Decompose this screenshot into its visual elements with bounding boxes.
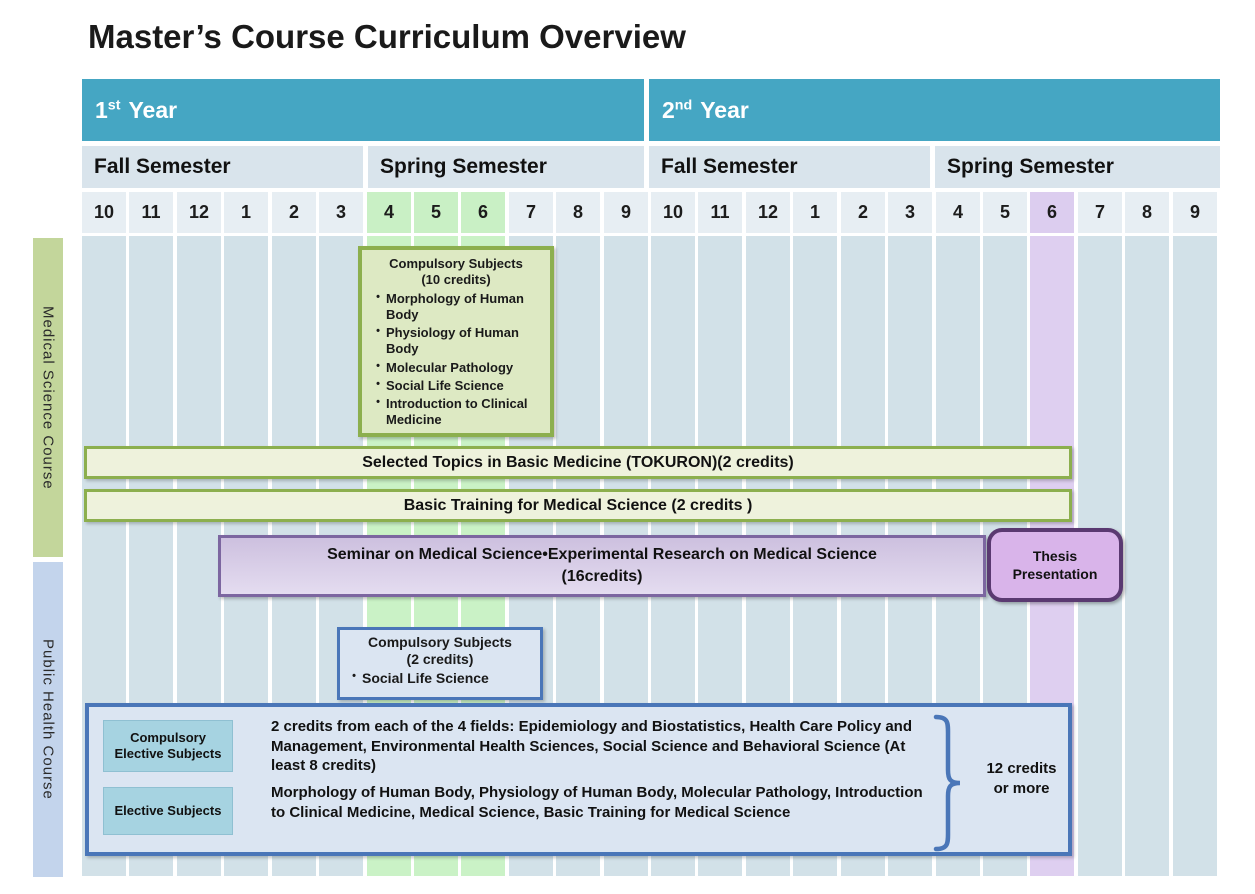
- credits-required-label: 12 credits or more: [986, 760, 1057, 798]
- month-cell: 6: [461, 192, 505, 233]
- thesis-line2: Presentation: [1012, 566, 1098, 582]
- compulsory-elective-subjects-chip: Compulsory Elective Subjects: [103, 720, 233, 772]
- electives-overview-box: [85, 703, 1072, 856]
- bullet-text: Molecular Pathology: [386, 359, 514, 375]
- month-cell: 1: [793, 192, 837, 233]
- semester-band-year1-fall: Fall Semester: [82, 146, 363, 188]
- month-cell: 12: [746, 192, 790, 233]
- month-cell: 11: [129, 192, 173, 233]
- box-title: Compulsory Subjects: [368, 634, 512, 650]
- box-title: Compulsory Subjects: [389, 256, 523, 271]
- month-cell: 10: [651, 192, 695, 233]
- bullet-list-item: [370, 325, 542, 358]
- bullet-icon: •: [376, 359, 380, 372]
- bullet-text: Physiology of Human Body: [386, 325, 519, 357]
- elective-subjects-text: Morphology of Human Body, Physiology of Human Body, Molecular Pathology, Introduction to Clinical Medicine, Medical Science, Basic Training for Medical Science: [271, 784, 923, 821]
- month-cell: 8: [556, 192, 600, 233]
- year-band-1st-year: [82, 79, 644, 141]
- month-cell: 9: [1173, 192, 1217, 233]
- month-cell: 5: [414, 192, 458, 233]
- sidebar-label-public-health-course: [33, 562, 63, 877]
- month-cell: 10: [82, 192, 126, 233]
- page-title: Master’s Course Curriculum Overview: [88, 18, 686, 55]
- month-cell: 3: [319, 192, 363, 233]
- month-cell: 4: [367, 192, 411, 233]
- month-cell: 12: [177, 192, 221, 233]
- bullet-list-item: [346, 670, 534, 687]
- month-cell: 7: [509, 192, 553, 233]
- grid-column: [1125, 236, 1169, 876]
- month-cell: 9: [604, 192, 648, 233]
- basic-training-bar: Basic Training for Medical Science (2 credits ): [84, 489, 1072, 522]
- year-label: 1st Year: [95, 96, 178, 123]
- brace-icon: [932, 712, 964, 854]
- bullet-list-item: [370, 396, 542, 429]
- month-cell: 2: [841, 192, 885, 233]
- compulsory-elective-subjects-text: 2 credits from each of the 4 fields: Epidemiology and Biostatistics, Health Care Policy and Management, Environmental Health Sciences, Social Science and Behavioral Science (At least 8 credits): [271, 718, 912, 774]
- month-cell: 3: [888, 192, 932, 233]
- bullet-icon: •: [352, 669, 356, 682]
- month-cell: 8: [1125, 192, 1169, 233]
- thesis-presentation-box: [987, 528, 1123, 602]
- sidebar-label-text: Medical Science Course: [39, 305, 57, 490]
- bullet-text: Social Life Science: [362, 669, 489, 686]
- semester-band-year1-spring: Spring Semester: [368, 146, 644, 188]
- thesis-line1: Thesis: [1032, 547, 1078, 564]
- medical-compulsory-subjects-box: [358, 246, 554, 437]
- month-cell: 11: [698, 192, 742, 233]
- month-cell: 5: [983, 192, 1027, 233]
- sidebar-label-text: Public Health Course: [39, 639, 57, 800]
- seminar-research-bar: [218, 535, 986, 597]
- month-cell: 4: [936, 192, 980, 233]
- month-header-row: [82, 192, 1220, 233]
- bullet-list-item: [370, 360, 542, 376]
- bullet-icon: •: [376, 325, 380, 337]
- month-cell: 6: [1030, 192, 1074, 233]
- seminar-line2: (16credits): [561, 568, 643, 585]
- semester-band-year2-fall: Fall Semester: [649, 146, 930, 188]
- compulsory-subject-list: [346, 670, 534, 687]
- bullet-text: Introduction to Clinical Medicine: [386, 396, 528, 428]
- box-credits: (2 credits): [406, 650, 474, 667]
- bullet-text: Social Life Science: [386, 377, 504, 393]
- bullet-list-item: [370, 291, 542, 324]
- box-credits: (10 credits): [421, 272, 491, 288]
- semester-band-year2-spring: Spring Semester: [935, 146, 1220, 188]
- elective-subjects-chip: Elective Subjects: [103, 787, 233, 835]
- sidebar-label-medical-science-course: [33, 238, 63, 557]
- year-label: 2nd Year: [662, 96, 749, 123]
- grid-column: [1173, 236, 1217, 876]
- compulsory-subject-list: [370, 291, 542, 429]
- bullet-list-item: [370, 378, 542, 394]
- public-health-compulsory-subjects-box: [337, 627, 543, 700]
- year-band-2nd-year: [649, 79, 1220, 141]
- selected-topics-bar: Selected Topics in Basic Medicine (TOKURON)(2 credits): [84, 446, 1072, 479]
- seminar-line1: Seminar on Medical Science•Experimental Research on Medical Science: [327, 546, 877, 564]
- bullet-icon: •: [376, 396, 380, 408]
- bullet-text: Morphology of Human Body: [386, 290, 524, 322]
- month-cell: 2: [272, 192, 316, 233]
- bullet-icon: •: [376, 290, 380, 303]
- bullet-icon: •: [376, 377, 380, 390]
- month-cell: 7: [1078, 192, 1122, 233]
- month-cell: 1: [224, 192, 268, 233]
